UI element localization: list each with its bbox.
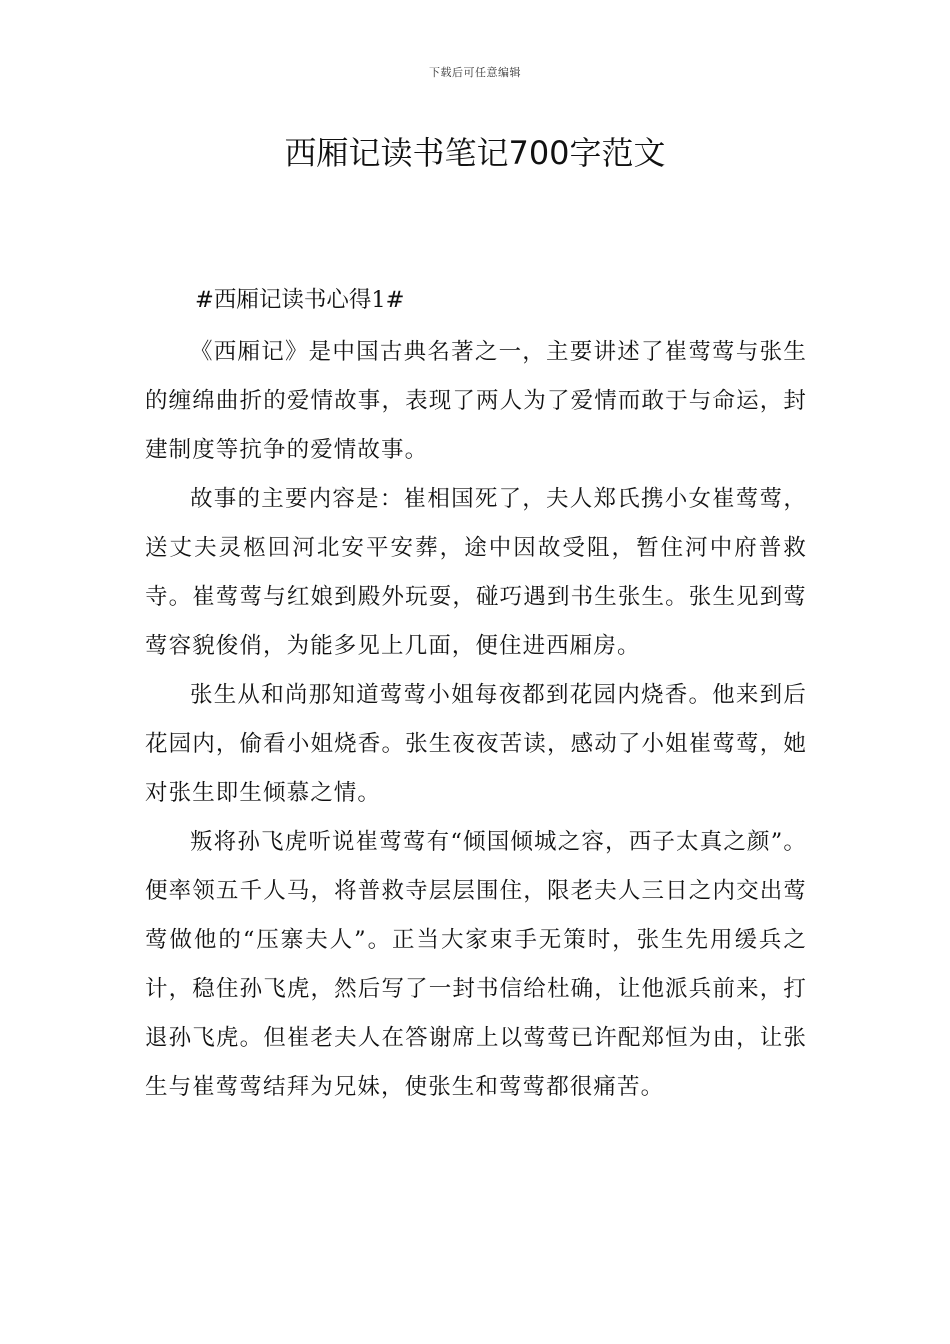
section-heading: #西厢记读书心得1# (195, 287, 405, 313)
paragraph-garden: 张生从和尚那知道莺莺小姐每夜都到花园内烧香。他来到后花园内，偷看小姐烧香。张生夜夜苦读，感动了小姐崔莺莺，她对张生即生倾慕之情。 (145, 682, 807, 806)
document-body (145, 278, 807, 1112)
paragraph-intro: 《西厢记》是中国古典名著之一，主要讲述了崔莺莺与张生的缠绵曲折的爱情故事，表现了两人为了爱情而敢于与命运，封建制度等抗争的爱情故事。 (145, 339, 807, 463)
paragraph-siege: 叛将孙飞虎听说崔莺莺有“倾国倾城之容，西子太真之颜”。便率领五千人马，将普救寺层层围住，限老夫人三日之内交出莺莺做他的“压寨夫人”。正当大家束手无策时，张生先用缓兵之计，稳住孙飞虎，然后写了一封书信给杜确，让他派兵前来，打退孙飞虎。但崔老夫人在答谢席上以莺莺已许配郑恒为由，让张生与崔莺莺结拜为兄妹，使张生和莺莺都很痛苦。 (145, 829, 807, 1100)
header-note: 下载后可任意编辑 (429, 66, 521, 79)
paragraph-story-summary: 故事的主要内容是：崔相国死了，夫人郑氏携小女崔莺莺，送丈夫灵柩回河北安平安葬，途中因故受阻，暂住河中府普救寺。崔莺莺与红娘到殿外玩耍，碰巧遇到书生张生。张生见到莺莺容貌俊俏，为能多见上几面，便住进西厢房。 (145, 486, 807, 659)
document-title: 西厢记读书笔记700字范文 (284, 134, 666, 172)
